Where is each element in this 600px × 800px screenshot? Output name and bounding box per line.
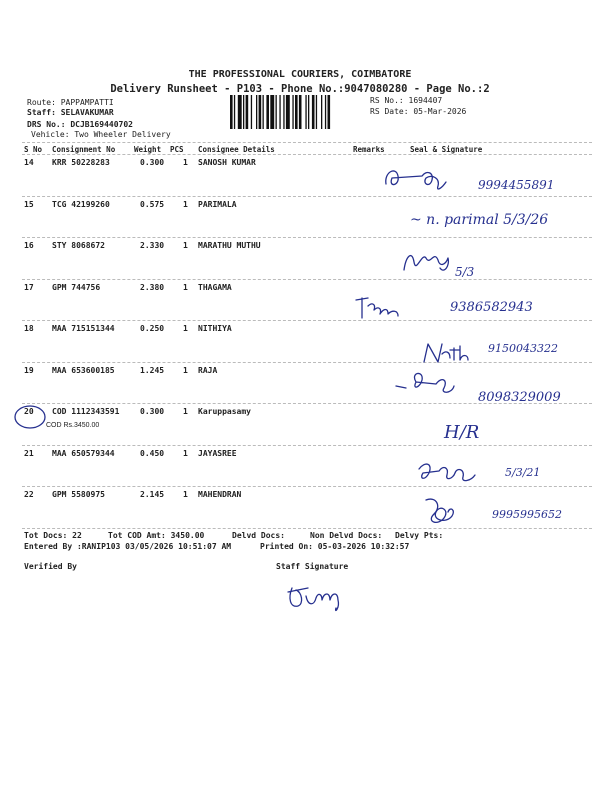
row-pcs: 1 [183,282,188,292]
row-consignee: NITHIYA [198,324,232,333]
row-handwritten-note: 5/3/21 [505,466,541,479]
runsheet-title: Delivery Runsheet - P103 - Phone No.:9047080280 - Page No.:2 [110,83,490,95]
row-sno: 16 [24,241,34,250]
row-weight: 0.250 [140,324,165,333]
handwritten-signature [420,336,490,372]
row-pcs: 1 [183,324,188,333]
row-consignee: MARATHU MUTHU [198,241,261,250]
row-consignment-no: MAA 715151344 [52,324,115,333]
row-weight: 2.145 [140,490,165,499]
col-remarks: Remarks [353,145,385,154]
row-weight: 0.300 [140,407,165,416]
row-cod-note: COD Rs.3450.00 [46,422,100,429]
row-consignee: RAJA [198,365,218,375]
drs-number: DRS No.: DCJB169440702 [27,120,133,129]
row-sno: 20 [24,407,34,416]
col-seal-signature: Seal & Signature [410,145,483,154]
rs-number: RS No.: 1694407 [370,96,443,105]
row-handwritten-note: 9150043322 [488,342,558,355]
row-pcs: 1 [183,448,188,458]
row-pcs: 1 [183,241,188,250]
printed-on: Printed On: 05-03-2026 10:32:57 [260,542,410,551]
total-docs: Tot Docs: 22 [24,531,82,540]
row-sno: 18 [24,324,34,333]
row-consignee: MAHENDRAN [198,490,242,499]
handwritten-signature [415,455,485,491]
row-weight: 0.300 [140,158,165,167]
row-pcs: 1 [183,365,188,375]
row-pcs: 1 [183,158,188,167]
row-consignee: THAGAMA [198,282,232,292]
row-sno: 17 [24,282,34,292]
non-delivered-docs: Non Delvd Docs: [310,531,383,540]
row-consignee: SANOSH KUMAR [198,158,256,167]
rs-date: RS Date: 05-Mar-2026 [370,107,467,116]
row-pcs: 1 [183,407,188,416]
row-consignee: PARIMALA [198,199,237,209]
handwritten-signature [382,164,452,200]
handwritten-signature [400,246,470,282]
row-handwritten-note: 9995995652 [492,508,562,521]
staff-label: Staff: SELAVAKUMAR [27,108,114,117]
row-consignment-no: GPM 744756 [52,282,101,292]
row-weight: 2.380 [140,282,165,292]
row-consignment-no: KRR 50228283 [52,158,110,167]
handwritten-signature [352,292,422,328]
barcode [230,95,365,129]
verified-by-label: Verified By [24,562,77,571]
row-handwritten-note: 5/3 [455,265,475,279]
row-consignment-no: STY 8068672 [52,241,105,250]
company-title: THE PROFESSIONAL COURIERS, COIMBATORE [188,69,412,80]
col-weight: Weight [134,145,162,154]
route-label: Route: PAPPAMPATTI [27,98,114,107]
col-consignee: Consignee Details [198,145,275,154]
row-consignment-no: TCG 42199260 [52,199,110,209]
row-sno: 14 [24,158,34,167]
row-weight: 0.450 [140,448,165,458]
row-consignment-no: GPM 5580975 [52,490,105,499]
staff-signature-label: Staff Signature [276,562,349,571]
row-weight: 2.330 [140,241,165,250]
row-weight: 0.575 [140,199,165,209]
col-pcs: PCS [170,145,184,154]
handwritten-signature [392,370,462,406]
row-consignment-no: COD 1112343591 [52,407,120,416]
row-sno: 15 [24,199,34,209]
staff-signature-handwritten [284,578,354,618]
row-consignment-no: MAA 653600185 [52,365,115,375]
row-handwritten-note: 8098329009 [478,390,561,405]
handwritten-circle-mark [12,404,48,430]
vehicle-label: Vehicle: Two Wheeler Delivery [31,130,171,139]
row-pcs: 1 [183,199,188,209]
handwritten-signature [420,492,490,528]
row-pcs: 1 [183,490,188,499]
delivery-points: Delvy Pts: [395,531,444,540]
row-sno: 21 [24,448,34,458]
row-handwritten-note: ~ n. parimal 5/3/26 [410,212,549,228]
delivered-docs: Delvd Docs: [232,531,285,540]
row-consignee: Karuppasamy [198,407,251,416]
row-handwritten-note: 9994455891 [478,178,555,192]
col-sno: S No [24,145,43,154]
row-weight: 1.245 [140,365,165,375]
row-sno: 22 [24,490,34,499]
total-cod-amount: Tot COD Amt: 3450.00 [108,531,205,540]
col-consignment: Consignment No [52,145,116,154]
row-sno: 19 [24,365,34,375]
entered-by: Entered By :RANIP103 03/05/2026 10:51:07 AM [24,542,232,551]
row-handwritten-note: H/R [444,422,480,443]
row-consignment-no: MAA 650579344 [52,448,115,458]
row-handwritten-note: 9386582943 [450,300,533,315]
row-consignee: JAYASREE [198,448,237,458]
